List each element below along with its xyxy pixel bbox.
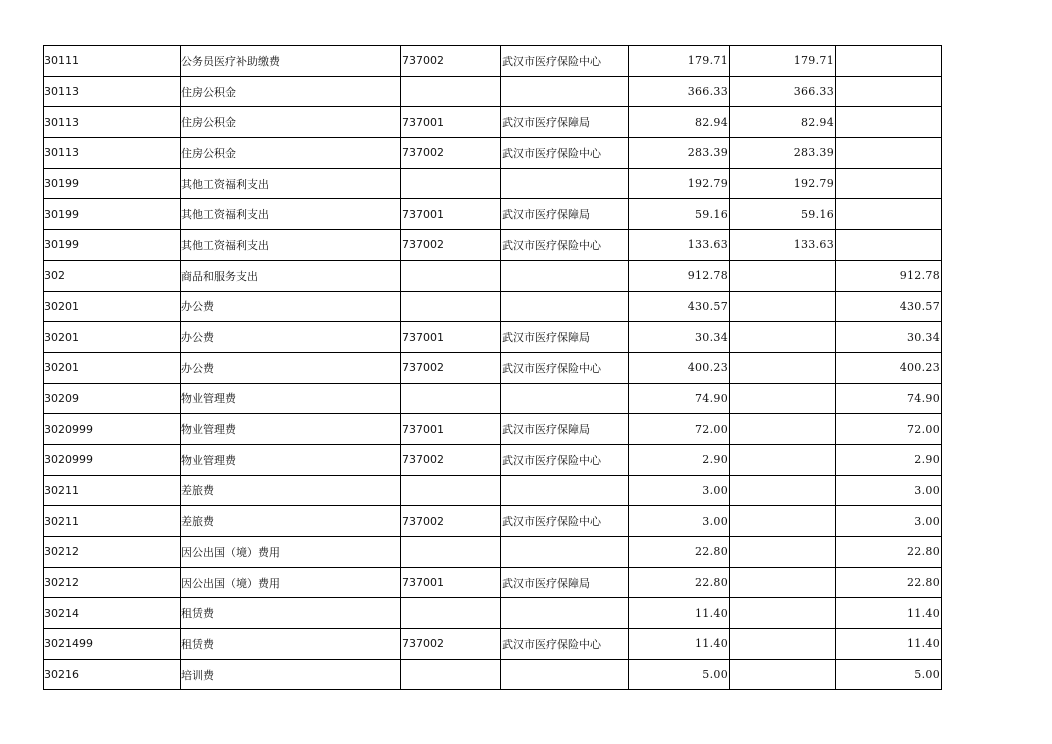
expense-name-cell: 因公出国（境）费用 (181, 537, 401, 568)
total-amount-cell: 72.00 (629, 414, 730, 445)
personnel-amount-cell (730, 598, 836, 629)
personnel-amount-cell (730, 444, 836, 475)
expense-code-cell: 3020999 (44, 444, 181, 475)
dept-code-cell: 737002 (401, 444, 501, 475)
public-amount-cell: 22.80 (836, 537, 942, 568)
table-row (44, 383, 942, 414)
public-amount-cell: 5.00 (836, 659, 942, 690)
table-row (44, 76, 942, 107)
expense-name-cell: 差旅费 (181, 506, 401, 537)
personnel-amount-cell: 133.63 (730, 230, 836, 261)
table-row (44, 352, 942, 383)
dept-name-cell: 武汉市医疗保障局 (501, 414, 629, 445)
expense-code-cell: 30199 (44, 168, 181, 199)
expense-name-cell: 其他工资福利支出 (181, 168, 401, 199)
table-row (44, 475, 942, 506)
expense-code-cell: 302 (44, 260, 181, 291)
public-amount-cell (836, 168, 942, 199)
dept-code-cell (401, 598, 501, 629)
expense-name-cell: 培训费 (181, 659, 401, 690)
public-amount-cell (836, 46, 942, 77)
dept-code-cell: 737001 (401, 107, 501, 138)
expense-code-cell: 30199 (44, 199, 181, 230)
dept-code-cell: 737002 (401, 629, 501, 660)
expense-name-cell: 住房公积金 (181, 76, 401, 107)
dept-name-cell: 武汉市医疗保障局 (501, 567, 629, 598)
expense-code-cell: 30199 (44, 230, 181, 261)
personnel-amount-cell (730, 352, 836, 383)
personnel-amount-cell: 179.71 (730, 46, 836, 77)
table-row (44, 414, 942, 445)
expense-name-cell: 办公费 (181, 322, 401, 353)
public-amount-cell (836, 199, 942, 230)
total-amount-cell: 11.40 (629, 598, 730, 629)
dept-code-cell: 737001 (401, 199, 501, 230)
table-row (44, 260, 942, 291)
personnel-amount-cell (730, 475, 836, 506)
total-amount-cell: 430.57 (629, 291, 730, 322)
expense-name-cell: 其他工资福利支出 (181, 230, 401, 261)
dept-name-cell: 武汉市医疗保障局 (501, 107, 629, 138)
expense-name-cell: 租赁费 (181, 598, 401, 629)
public-amount-cell: 3.00 (836, 475, 942, 506)
public-amount-cell: 430.57 (836, 291, 942, 322)
public-amount-cell (836, 230, 942, 261)
dept-name-cell (501, 537, 629, 568)
public-amount-cell (836, 107, 942, 138)
personnel-amount-cell (730, 260, 836, 291)
dept-code-cell: 737002 (401, 506, 501, 537)
dept-name-cell: 武汉市医疗保障局 (501, 199, 629, 230)
dept-name-cell (501, 598, 629, 629)
dept-code-cell (401, 168, 501, 199)
total-amount-cell: 59.16 (629, 199, 730, 230)
expense-name-cell: 物业管理费 (181, 414, 401, 445)
dept-name-cell (501, 291, 629, 322)
table-row (44, 138, 942, 169)
expense-code-cell: 30201 (44, 291, 181, 322)
table-row (44, 291, 942, 322)
dept-code-cell (401, 475, 501, 506)
personnel-amount-cell (730, 567, 836, 598)
dept-name-cell (501, 475, 629, 506)
table-row (44, 444, 942, 475)
dept-name-cell: 武汉市医疗保障局 (501, 322, 629, 353)
dept-code-cell (401, 76, 501, 107)
expense-code-cell: 3020999 (44, 414, 181, 445)
dept-name-cell: 武汉市医疗保险中心 (501, 444, 629, 475)
expense-code-cell: 30212 (44, 567, 181, 598)
budget-table (43, 45, 942, 690)
public-amount-cell: 2.90 (836, 444, 942, 475)
expense-code-cell: 30211 (44, 506, 181, 537)
personnel-amount-cell (730, 659, 836, 690)
total-amount-cell: 30.34 (629, 322, 730, 353)
personnel-amount-cell: 283.39 (730, 138, 836, 169)
public-amount-cell: 74.90 (836, 383, 942, 414)
dept-code-cell: 737001 (401, 414, 501, 445)
personnel-amount-cell (730, 414, 836, 445)
public-amount-cell (836, 138, 942, 169)
expense-name-cell: 商品和服务支出 (181, 260, 401, 291)
total-amount-cell: 11.40 (629, 629, 730, 660)
expense-name-cell: 物业管理费 (181, 383, 401, 414)
table-row (44, 199, 942, 230)
dept-code-cell: 737001 (401, 567, 501, 598)
public-amount-cell: 11.40 (836, 598, 942, 629)
public-amount-cell: 72.00 (836, 414, 942, 445)
table-row (44, 230, 942, 261)
total-amount-cell: 3.00 (629, 475, 730, 506)
table-row (44, 107, 942, 138)
total-amount-cell: 366.33 (629, 76, 730, 107)
table-row (44, 567, 942, 598)
personnel-amount-cell (730, 537, 836, 568)
table-row (44, 168, 942, 199)
public-amount-cell: 11.40 (836, 629, 942, 660)
table-row (44, 537, 942, 568)
expense-code-cell: 30111 (44, 46, 181, 77)
dept-name-cell (501, 76, 629, 107)
personnel-amount-cell (730, 629, 836, 660)
personnel-amount-cell: 82.94 (730, 107, 836, 138)
dept-code-cell (401, 659, 501, 690)
dept-code-cell (401, 383, 501, 414)
dept-code-cell (401, 291, 501, 322)
total-amount-cell: 3.00 (629, 506, 730, 537)
expense-name-cell: 其他工资福利支出 (181, 199, 401, 230)
personnel-amount-cell (730, 291, 836, 322)
expense-code-cell: 30113 (44, 138, 181, 169)
expense-code-cell: 30212 (44, 537, 181, 568)
personnel-amount-cell (730, 506, 836, 537)
total-amount-cell: 400.23 (629, 352, 730, 383)
total-amount-cell: 912.78 (629, 260, 730, 291)
expense-code-cell: 30211 (44, 475, 181, 506)
expense-code-cell: 30113 (44, 107, 181, 138)
table-row (44, 506, 942, 537)
expense-code-cell: 30201 (44, 322, 181, 353)
dept-name-cell: 武汉市医疗保险中心 (501, 138, 629, 169)
dept-name-cell: 武汉市医疗保险中心 (501, 506, 629, 537)
budget-table-body (44, 46, 942, 690)
table-row (44, 629, 942, 660)
expense-name-cell: 差旅费 (181, 475, 401, 506)
personnel-amount-cell: 366.33 (730, 76, 836, 107)
dept-name-cell (501, 383, 629, 414)
expense-name-cell: 物业管理费 (181, 444, 401, 475)
expense-code-cell: 30201 (44, 352, 181, 383)
expense-name-cell: 办公费 (181, 291, 401, 322)
total-amount-cell: 22.80 (629, 567, 730, 598)
dept-code-cell: 737001 (401, 322, 501, 353)
expense-name-cell: 公务员医疗补助缴费 (181, 46, 401, 77)
public-amount-cell: 22.80 (836, 567, 942, 598)
expense-code-cell: 30214 (44, 598, 181, 629)
total-amount-cell: 22.80 (629, 537, 730, 568)
public-amount-cell: 3.00 (836, 506, 942, 537)
dept-code-cell: 737002 (401, 46, 501, 77)
dept-name-cell: 武汉市医疗保险中心 (501, 46, 629, 77)
personnel-amount-cell (730, 322, 836, 353)
expense-code-cell: 30216 (44, 659, 181, 690)
total-amount-cell: 2.90 (629, 444, 730, 475)
dept-code-cell (401, 260, 501, 291)
expense-code-cell: 3021499 (44, 629, 181, 660)
public-amount-cell: 400.23 (836, 352, 942, 383)
public-amount-cell (836, 76, 942, 107)
expense-code-cell: 30209 (44, 383, 181, 414)
dept-name-cell (501, 168, 629, 199)
dept-code-cell: 737002 (401, 230, 501, 261)
total-amount-cell: 179.71 (629, 46, 730, 77)
expense-name-cell: 因公出国（境）费用 (181, 567, 401, 598)
dept-code-cell: 737002 (401, 352, 501, 383)
expense-name-cell: 住房公积金 (181, 138, 401, 169)
dept-code-cell: 737002 (401, 138, 501, 169)
expense-code-cell: 30113 (44, 76, 181, 107)
total-amount-cell: 82.94 (629, 107, 730, 138)
total-amount-cell: 192.79 (629, 168, 730, 199)
total-amount-cell: 74.90 (629, 383, 730, 414)
total-amount-cell: 5.00 (629, 659, 730, 690)
public-amount-cell: 30.34 (836, 322, 942, 353)
personnel-amount-cell (730, 383, 836, 414)
total-amount-cell: 133.63 (629, 230, 730, 261)
dept-name-cell: 武汉市医疗保险中心 (501, 629, 629, 660)
dept-code-cell (401, 537, 501, 568)
public-amount-cell: 912.78 (836, 260, 942, 291)
dept-name-cell (501, 260, 629, 291)
table-row (44, 46, 942, 77)
personnel-amount-cell: 192.79 (730, 168, 836, 199)
personnel-amount-cell: 59.16 (730, 199, 836, 230)
table-row (44, 322, 942, 353)
expense-name-cell: 租赁费 (181, 629, 401, 660)
expense-name-cell: 住房公积金 (181, 107, 401, 138)
expense-name-cell: 办公费 (181, 352, 401, 383)
dept-name-cell (501, 659, 629, 690)
table-row (44, 598, 942, 629)
dept-name-cell: 武汉市医疗保险中心 (501, 230, 629, 261)
dept-name-cell: 武汉市医疗保险中心 (501, 352, 629, 383)
table-row (44, 659, 942, 690)
total-amount-cell: 283.39 (629, 138, 730, 169)
